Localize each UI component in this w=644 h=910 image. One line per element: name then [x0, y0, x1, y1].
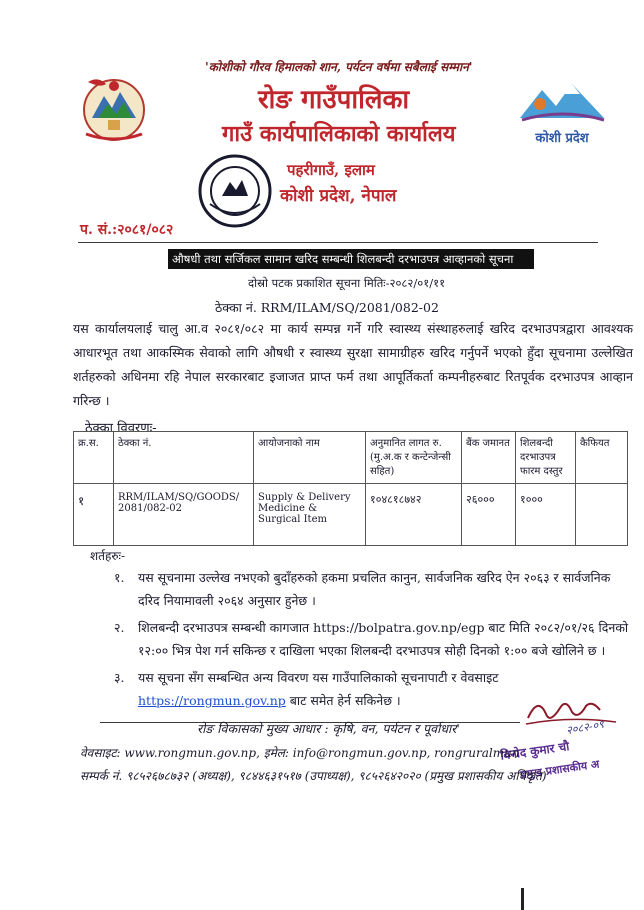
- office-name: गाउँ कार्यपालिकाको कार्यालय: [222, 121, 456, 147]
- table-header-row: [74, 432, 628, 484]
- official-stamp-name: विनोद कुमार चौ: [499, 739, 571, 763]
- address-line-2: कोशी प्रदेश, नेपाल: [280, 186, 397, 206]
- term-number: १.: [114, 570, 125, 585]
- term-item: [114, 566, 634, 612]
- table-cell: २६०००: [462, 484, 516, 546]
- table-cell: RRM/ILAM/SQ/GOODS/ 2081/082-02: [114, 484, 254, 546]
- nepal-emblem-icon: [78, 72, 150, 144]
- website-link[interactable]: https://rongmun.gov.np: [138, 693, 286, 708]
- contact-web-email: वेवसाइट: www.rongmun.gov.np, इमेल: info@rongmun.gov.np, rongruralmun: [80, 746, 520, 760]
- table-header-cell: बैंक जमानत: [462, 432, 516, 484]
- address-line-1: पहरीगाउँ, इलाम: [287, 161, 375, 179]
- details-label: ठेक्का विवरणः-: [85, 421, 157, 436]
- term-number: २.: [114, 620, 125, 635]
- table-header-cell: ठेक्का नं.: [114, 432, 254, 484]
- term-number: ३.: [114, 670, 125, 685]
- contract-number: ठेक्का नं. RRM/ILAM/SQ/2081/082-02: [215, 300, 439, 315]
- table-cell: १: [74, 484, 114, 546]
- terms-label: शर्तहरुः-: [90, 549, 126, 563]
- table-header-cell: कैफियत: [576, 432, 628, 484]
- table-cell: Supply & Delivery Medicine & Surgical Item: [254, 484, 366, 546]
- term-text-before: यस सूचना सँग सम्बन्धित अन्य विवरण यस गाउँपालिकाको सूचनापाटी र वेवसाइट: [138, 670, 499, 685]
- scan-edge-mark: [521, 888, 524, 910]
- table-cell: [576, 484, 628, 546]
- table-header-cell: आयोजनाको नाम: [254, 432, 366, 484]
- header-slogan: 'कोशीको गौरव हिमालको शान, पर्यटन वर्षमा सबैलाई सम्मान': [205, 60, 473, 74]
- term-text: यस सूचनामा उल्लेख नभएको बुदाँहरुको हकमा प्रचलित कानुन, सार्वजनिक खरिद ऐन २०६३ र सार्वजनिक दरिद नियामावली २०६४ अनुसार हुनेछ ।: [138, 570, 611, 608]
- municipality-stamp-icon: [196, 152, 274, 230]
- body-paragraph: यस कार्यालयलाई चालु आ.व २०८१/०८२ मा कार्य सम्पन्न गर्ने गरि स्वास्थ्य संस्थाहरुलाई खरिद दरभाउपत्रद्वारा आवश्यक आधारभूत तथा आकस्मिक सेवाको लागि औषधी र स्वास्थ्य सुरक्षा सामाग्रीहरु खरिद गर्नुपर्ने भएको हुँदा सूचनामा उल्लेखित शर्तहरुको अधिनमा रहि नेपाल सरकारबाट इजाजत प्राप्त फर्म तथा आपूर्तिकर्ता कम्पनीहरुबाट रितपूर्वक दरभाउपत्र आव्हान गरिन्छ ।: [73, 321, 633, 408]
- header-divider: [78, 242, 598, 243]
- table-header-cell: शिलबन्दी दरभाउपत्र फारम दस्तुर: [516, 432, 576, 484]
- organization-name: रोङ गाउँपालिका: [258, 85, 410, 115]
- table-header-cell: क्र.स.: [74, 432, 114, 484]
- official-stamp-title: प्रमुख प्रशासकीय अ: [519, 757, 601, 782]
- koshi-pradesh-logo-icon: [512, 78, 612, 150]
- koshi-pradesh-label: कोशी प्रदेश: [535, 131, 589, 146]
- table-cell: १०४८१८७४२: [366, 484, 462, 546]
- tender-table: [73, 431, 628, 546]
- contact-phone: सम्पर्क नं. ९८५२६७८७३२ (अध्यक्ष), ९८४४६३१५१७ (उपाध्यक्ष), ९८५२६४२०२० (प्रमुख प्रशासकीय अधिकृत): [80, 769, 547, 783]
- reference-number: प. सं.:२०८१/०८२: [80, 222, 174, 238]
- republish-date: दोस्रो पटक प्रकाशित सूचना मितिः-२०८२/०१/११: [248, 276, 446, 290]
- footer-slogan: रोङ विकासको मुख्य आधार : कृषि, वन, पर्यटन र पूर्वाधार': [197, 721, 460, 736]
- table-header-cell: अनुमानित लागत रु.(मु.अ.क र कन्टेन्जेन्सी सहित): [366, 432, 462, 484]
- notice-title: औषधी तथा सर्जिकल सामान खरिद सम्बन्धी शिलबन्दी दरभाउपत्र आव्हानको सूचना: [168, 249, 534, 269]
- signature-date: २०८२-०९: [565, 717, 605, 738]
- table-row: [74, 484, 628, 546]
- term-text: शिलबन्दी दरभाउपत्र सम्बन्धी कागजात https://bolpatra.gov.np/egp बाट मिति २०८२/०१/२६ दिनको १२:०० भित्र पेश गर्न सकिन्छ र दाखिला भएका शिलबन्दी दरभाउपत्र सोही दिनको १:०० बजे खोलिने छ ।: [138, 620, 629, 658]
- table-cell: १०००: [516, 484, 576, 546]
- term-item: [114, 616, 634, 662]
- term-text-after: बाट समेत हेर्न सकिनेछ ।: [289, 693, 401, 708]
